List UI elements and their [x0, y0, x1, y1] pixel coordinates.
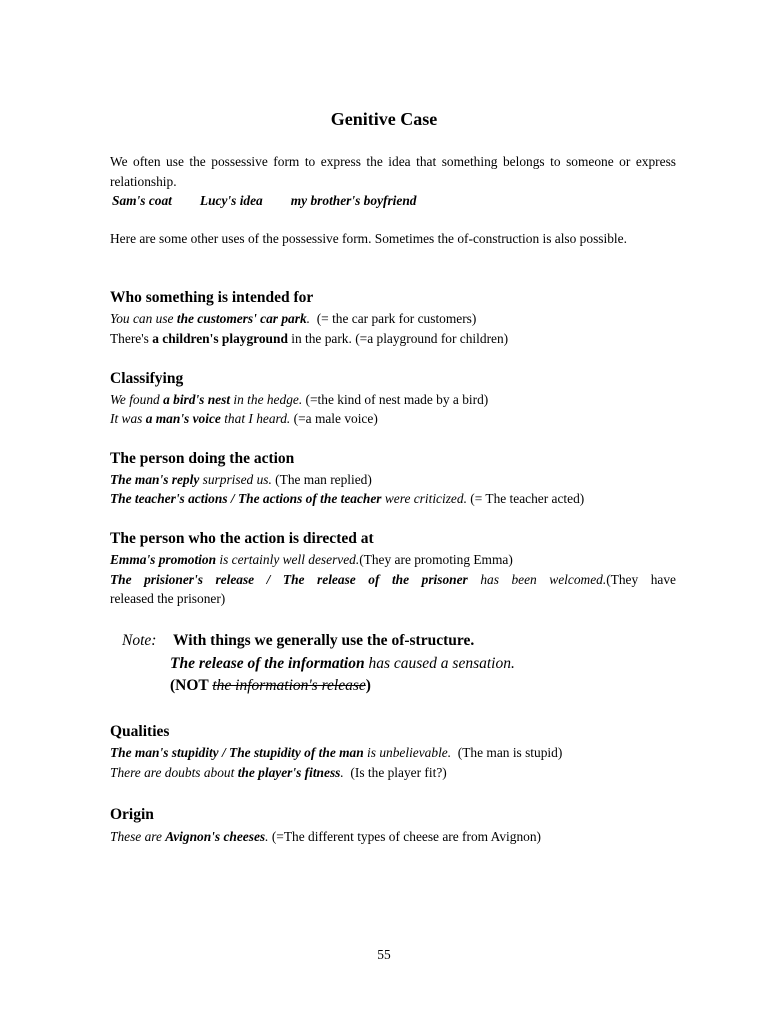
example-2: Lucy's idea: [199, 193, 263, 208]
text-span: has been welcomed.: [467, 572, 607, 587]
text-span: .: [265, 829, 269, 844]
text-span: a bird's nest: [163, 392, 231, 407]
text-span: It was: [110, 411, 146, 426]
intro-paragraph: We often use the possessive form to express the idea that something belongs to someone or express relationship.: [110, 154, 676, 189]
example-line: [110, 743, 676, 763]
example-line: [110, 329, 676, 349]
section-heading-origin: Origin: [110, 806, 154, 823]
other-uses-paragraph: Here are some other uses of the possessive form. Sometimes the of-construction is also possible.: [110, 231, 627, 246]
text-span: (Is the player fit?): [343, 765, 447, 780]
text-span: .: [306, 311, 311, 326]
strikethrough-text: the information's release: [212, 677, 366, 694]
text-span: There are doubts about: [110, 765, 238, 780]
text-span: These are: [110, 829, 166, 844]
text-span: ): [365, 677, 371, 694]
example-1: Sam's coat: [112, 193, 172, 208]
text-span: surprised us.: [199, 472, 272, 487]
example-line: [110, 390, 676, 410]
note-text: With things we generally use the of-structure.: [173, 632, 475, 649]
text-span: The man's stupidity / The stupidity of the man: [110, 745, 364, 760]
text-span: .: [340, 765, 344, 780]
text-span: The prisioner's release / The release of the prisoner: [110, 572, 468, 587]
text-span: Emma's promotion: [110, 552, 217, 567]
text-span: has caused a sensation.: [364, 655, 515, 672]
text-span: were criticized.: [381, 491, 467, 506]
text-span: is certainly well deserved.: [216, 552, 360, 567]
text-span: Avignon's cheeses: [165, 829, 266, 844]
text-span: a children's playground: [152, 331, 288, 346]
text-span: (NOT: [170, 677, 213, 694]
example-line: [110, 763, 676, 783]
section-heading-intended: Who something is intended for: [110, 289, 314, 306]
text-span: The teacher's actions / The actions of the teacher: [110, 491, 382, 506]
page-title: Genitive Case: [330, 109, 438, 129]
text-span: The release of the information: [170, 655, 365, 672]
intro-examples: [112, 191, 445, 211]
text-span: (= The teacher acted): [466, 491, 585, 506]
text-span: is unbelievable.: [363, 745, 452, 760]
text-span: You can use: [110, 311, 177, 326]
example-3: my brother's boyfriend: [290, 193, 417, 208]
text-span: (= the car park for customers): [310, 311, 477, 326]
section-heading-directed: The person who the action is directed at: [110, 530, 374, 547]
example-line: [110, 827, 676, 847]
section-heading-doer: The person doing the action: [110, 450, 295, 467]
text-span: in the hedge.: [230, 392, 303, 407]
example-line: [110, 470, 676, 490]
example-line: [110, 570, 676, 590]
text-span: (They have: [606, 572, 676, 587]
text-span: (The man replied): [271, 472, 372, 487]
text-span: the player's fitness: [237, 765, 341, 780]
example-line: [110, 550, 676, 570]
text-span: that I heard.: [220, 411, 291, 426]
text-span: We found: [110, 392, 164, 407]
note-label: Note:: [122, 632, 157, 649]
text-span: (The man is stupid): [451, 745, 563, 760]
example-line: [110, 409, 676, 429]
note-not-example: [170, 677, 371, 695]
text-span: a man's voice: [145, 411, 221, 426]
text-span: (=the kind of nest made by a bird): [302, 392, 489, 407]
text-span: (=The different types of cheese are from Avignon): [268, 829, 542, 844]
example-line: released the prisoner): [110, 591, 226, 606]
text-span: There's: [110, 331, 153, 346]
text-span: in the park. (=a playground for children): [287, 331, 509, 346]
example-line: [110, 309, 676, 329]
note-example: [170, 655, 515, 673]
text-span: the customers' car park: [176, 311, 307, 326]
text-span: (=a male voice): [290, 411, 378, 426]
example-line: [110, 489, 676, 509]
section-heading-classifying: Classifying: [110, 370, 184, 387]
section-heading-qualities: Qualities: [110, 723, 170, 740]
text-span: (They are promoting Emma): [359, 552, 513, 567]
text-span: The man's reply: [110, 472, 200, 487]
page-number: 55: [377, 947, 391, 962]
